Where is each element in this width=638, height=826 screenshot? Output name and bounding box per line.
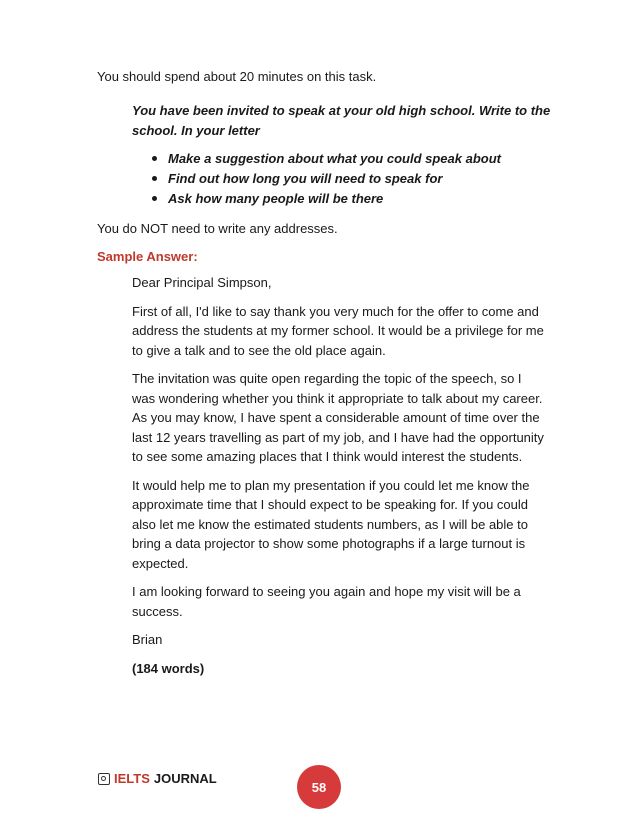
task-bullet-text: Make a suggestion about what you could speak about: [168, 151, 501, 166]
sample-answer-heading: Sample Answer:: [97, 249, 198, 264]
brand-ielts: IELTS: [114, 771, 150, 786]
letter-greeting: Dear Principal Simpson,: [132, 275, 272, 290]
task-bullet-item: [150, 149, 501, 169]
task-bullet-item: [150, 189, 501, 209]
task-bullet-text: Find out how long you will need to speak for: [168, 171, 443, 186]
brand-journal: JOURNAL: [153, 771, 217, 786]
sample-letter: [132, 273, 544, 687]
letter-paragraph: It would help me to plan my presentation if you could let me know the approximate time that I should expect to be speaking for. If you could also let me know the estimated students numbers, as I will be able to bring a data projector to show some photographs if a large turnout is expected.: [132, 477, 530, 571]
letter-paragraph: I am looking forward to seeing you again and hope my visit will be a success.: [132, 584, 521, 619]
word-count: (184 words): [132, 660, 205, 676]
page-number-badge: 58: [297, 765, 341, 809]
task-bullet-text: Ask how many people will be there: [168, 191, 384, 206]
task-prompt: You have been invited to speak at your old high school. Write to the school. In your letter: [132, 103, 551, 138]
bullet-icon: [152, 156, 157, 161]
letter-paragraph: The invitation was quite open regarding the topic of the speech, so I was wondering whether you think it appropriate to talk about my career. As you may know, I have spent a considerable amount of time over the last 12 years travelling as part of my job, and I have had the opportunity to see some amazing places that I think would interest the students.: [132, 371, 544, 464]
instagram-icon: [98, 773, 110, 785]
task-bullet-list: [150, 149, 501, 209]
letter-paragraph: First of all, I'd like to say thank you very much for the offer to come and address the students at my former school. It would be a privilege for me to give a talk and to see the old place again.: [132, 303, 544, 358]
task-bullet-item: [150, 169, 501, 189]
letter-signoff: Brian: [132, 632, 163, 647]
address-note: You do NOT need to write any addresses.: [97, 221, 338, 236]
time-instruction: You should spend about 20 minutes on this task.: [97, 69, 377, 84]
bullet-icon: [152, 176, 157, 181]
footer-brand: [98, 771, 217, 786]
bullet-icon: [152, 196, 157, 201]
